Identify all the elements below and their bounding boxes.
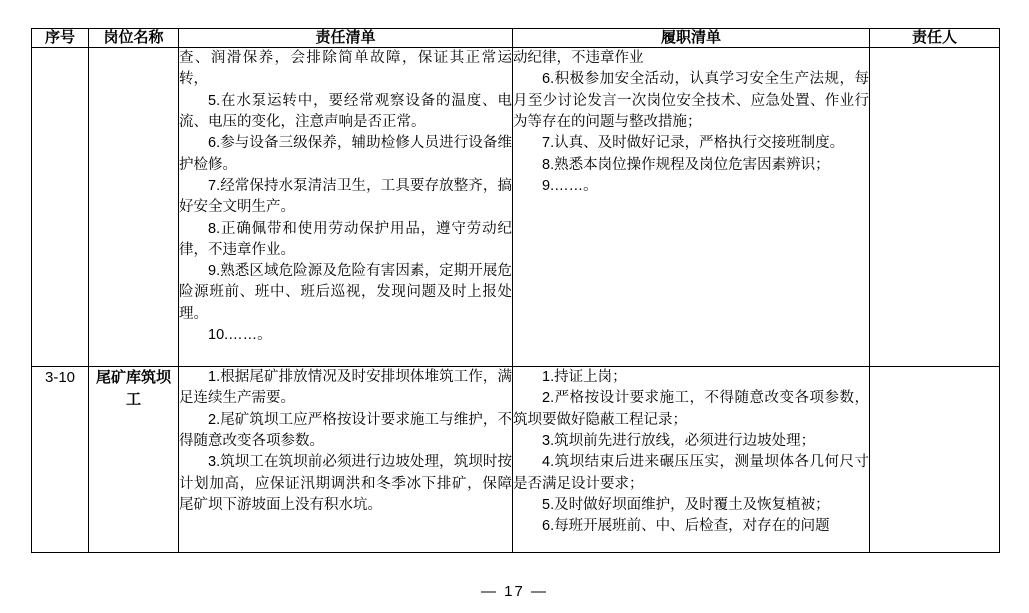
paragraph: 6.每班开展班前、中、后检查，对存在的问题: [542, 518, 830, 535]
paragraph: 7.经常保持水泵清洁卫生，工具要存放整齐，搞好安全文明生产。: [179, 177, 512, 216]
table-row: [32, 367, 1000, 553]
cell-person: [870, 48, 1000, 367]
paragraph: 7.认真、及时做好记录，严格执行交接班制度。: [542, 135, 845, 152]
paragraph: 动纪律，不违章作业: [513, 50, 644, 66]
cell-seq: 3-10: [32, 367, 89, 553]
cell-duty: [513, 48, 870, 367]
header-post: 岗位名称: [89, 29, 179, 48]
paragraph: 8.正确佩带和使用劳动保护用品，遵守劳动纪律，不违章作业。: [179, 220, 512, 258]
paragraph: 1.根据尾矿排放情况及时安排坝体堆筑工作，满足连续生产需要。: [179, 369, 512, 407]
paragraph: 2.尾矿筑坝工应严格按设计要求施工与维护，不得随意改变各项参数。: [179, 411, 512, 449]
header-person: 责任人: [870, 29, 1000, 48]
paragraph: 2.严格按设计要求施工，不得随意改变各项参数，筑坝要做好隐蔽工程记录；: [513, 390, 869, 428]
paragraph: 3.筑坝前先进行放线，必须进行边坡处理；: [542, 432, 816, 449]
header-seq: 序号: [32, 29, 89, 48]
cell-post: [89, 48, 179, 367]
cell-duty: [513, 367, 870, 553]
table-row: [32, 48, 1000, 367]
table-header-row: [32, 29, 1000, 48]
page-number: — 17 —: [480, 583, 549, 600]
paragraph: 1.持证上岗；: [542, 369, 627, 385]
paragraph: 5.在水泵运转中，要经常观察设备的温度、电流、电压的变化，注意声响是否正常。: [179, 92, 512, 130]
paragraph: 6.积极参加安全活动，认真学习安全生产法规，每月至少讨论发言一次岗位安全技术、应急处置、作业行为等存在的问题与整改措施；: [513, 71, 869, 130]
paragraph: 8.熟悉本岗位操作规程及岗位危害因素辨识；: [542, 156, 830, 173]
paragraph: 10.……。: [208, 327, 272, 344]
table-body: [32, 48, 1000, 553]
cell-responsibility: [179, 48, 513, 367]
paragraph: 9.熟悉区域危险源及危险有害因素，定期开展危险源班前、班中、班后巡视，发现问题及时上报处理。: [179, 263, 512, 322]
paragraph: 4.筑坝结束后进来碾压压实，测量坝体各几何尺寸是否满足设计要求；: [513, 454, 869, 492]
header-duty: 履职清单: [513, 29, 870, 48]
paragraph: 查、润滑保养，会排除简单故障，保证其正常运转，: [179, 50, 512, 88]
paragraph: 6.参与设备三级保养，辅助检修人员进行设备维护检修。: [179, 135, 512, 173]
cell-post: 尾矿库筑坝工: [89, 367, 179, 553]
paragraph: 3.筑坝工在筑坝前必须进行边坡处理，筑坝时按计划加高，应保证汛期调洪和冬季冰下排矿，保障尾矿坝下游坡面上没有积水坑。: [179, 454, 512, 513]
header-responsibility: 责任清单: [179, 29, 513, 48]
cell-person: [870, 367, 1000, 553]
responsibility-table: [31, 28, 1000, 553]
paragraph: 9.……。: [542, 177, 598, 194]
cell-seq: [32, 48, 89, 367]
paragraph: 5.及时做好坝面维护，及时覆土及恢复植被；: [542, 496, 830, 513]
cell-responsibility: [179, 367, 513, 553]
